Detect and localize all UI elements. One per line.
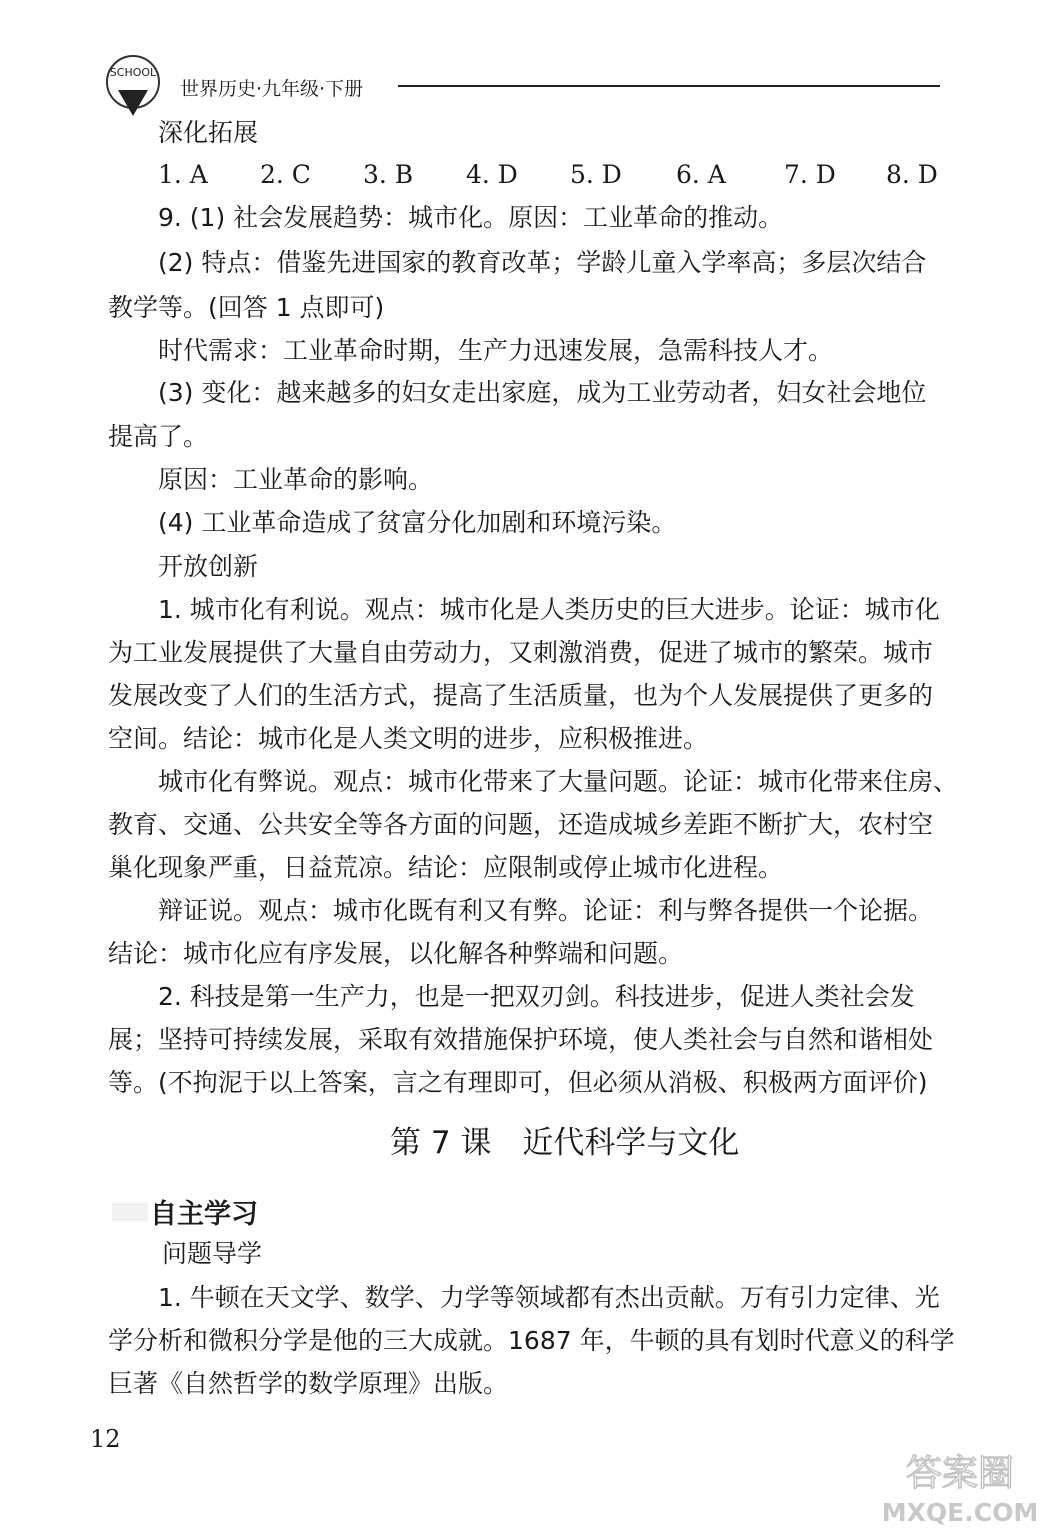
q9-part3-line1: (3) 变化：越来越多的妇女走出家庭，成为工业劳动者，妇女社会地位 [158,378,927,407]
open-p4-line: 展；坚持可持续发展，采取有效措施保护环境，使人类社会与自然和谐相处 [108,1025,934,1054]
answer-item: 1. A [158,160,208,189]
answer-item: 3. B [363,160,414,189]
open-p1-line: 空间。结论：城市化是人类文明的进步，应积极推进。 [108,724,709,753]
answer-item: 8. D [886,160,938,189]
logo-text: SCHOOL [109,66,157,79]
book-title: 世界历史·九年级·下册 [180,78,364,100]
section-marker [112,1203,148,1221]
answer-item: 6. A [676,160,726,189]
lesson-p1-line: 巨著《自然哲学的数学原理》出版。 [108,1369,509,1398]
lesson-p1-line: 学分析和微积分学是他的三大成就。1687 年，牛顿的具有划时代意义的科学 [108,1326,955,1355]
q9-part3-line3: 原因：工业革命的影响。 [158,465,434,494]
lesson-title: 第 7 课 近代科学与文化 [390,1125,740,1161]
subheading: 问题导学 [162,1239,263,1268]
q9-part2-line3: 时代需求：工业革命时期，生产力迅速发展，急需科技人才。 [158,336,834,365]
q9-part1: 9. (1) 社会发展趋势：城市化。原因：工业革命的推动。 [158,203,784,232]
answer-item: 2. C [260,160,311,189]
answer-item: 4. D [466,160,518,189]
page-number: 12 [90,1425,121,1453]
open-p4-line: 2. 科技是第一生产力，也是一把双刃剑。科技进步，促进人类社会发 [158,982,915,1011]
section-deepen-heading: 深化拓展 [158,118,259,147]
open-p3-line: 辩证说。观点：城市化既有利又有弊。论证：利与弊各提供一个论据。 [158,896,934,925]
answer-row [158,160,958,192]
answer-item: 5. D [570,160,622,189]
section-heading: 自主学习 [150,1199,258,1230]
lesson-p1-line: 1. 牛顿在天文学、数学、力学等领域都有杰出贡献。万有引力定律、光 [158,1283,940,1312]
open-p2-line: 城市化有弊说。观点：城市化带来了大量问题。论证：城市化带来住房、 [158,767,959,796]
q9-part2-line2: 教学等。(回答 1 点即可) [108,293,385,322]
open-p4-line: 等。(不拘泥于以上答案，言之有理即可，但必须从消极、积极两方面评价) [108,1068,928,1097]
open-p2-line: 巢化现象严重，日益荒凉。结论：应限制或停止城市化进程。 [108,853,784,882]
open-p2-line: 教育、交通、公共安全等各方面的问题，还造成城乡差距不断扩大，农村空 [108,810,934,839]
school-logo [98,52,168,120]
watermark-url: MXQE.COM [881,1498,1039,1527]
answer-item: 7. D [784,160,836,189]
q9-part2-line1: (2) 特点：借鉴先进国家的教育改革；学龄儿童入学率高；多层次结合 [158,248,927,277]
header-rule [398,85,940,87]
watermark-logo [880,1445,1040,1530]
q9-part4: (4) 工业革命造成了贫富分化加剧和环境污染。 [158,508,677,537]
open-p1-line: 1. 城市化有利说。观点：城市化是人类历史的巨大进步。论证：城市化 [158,595,940,624]
section-open-heading: 开放创新 [158,552,259,581]
open-p3-line: 结论：城市化应有序发展，以化解各种弊端和问题。 [108,939,684,968]
open-p1-line: 发展改变了人们的生活方式，提高了生活质量，也为个人发展提供了更多的 [108,681,934,710]
open-p1-line: 为工业发展提供了大量自由劳动力，又刺激消费，促进了城市的繁荣。城市 [108,638,934,667]
watermark-title: 答案圈 [905,1453,1015,1494]
q9-part3-line2: 提高了。 [108,422,209,451]
